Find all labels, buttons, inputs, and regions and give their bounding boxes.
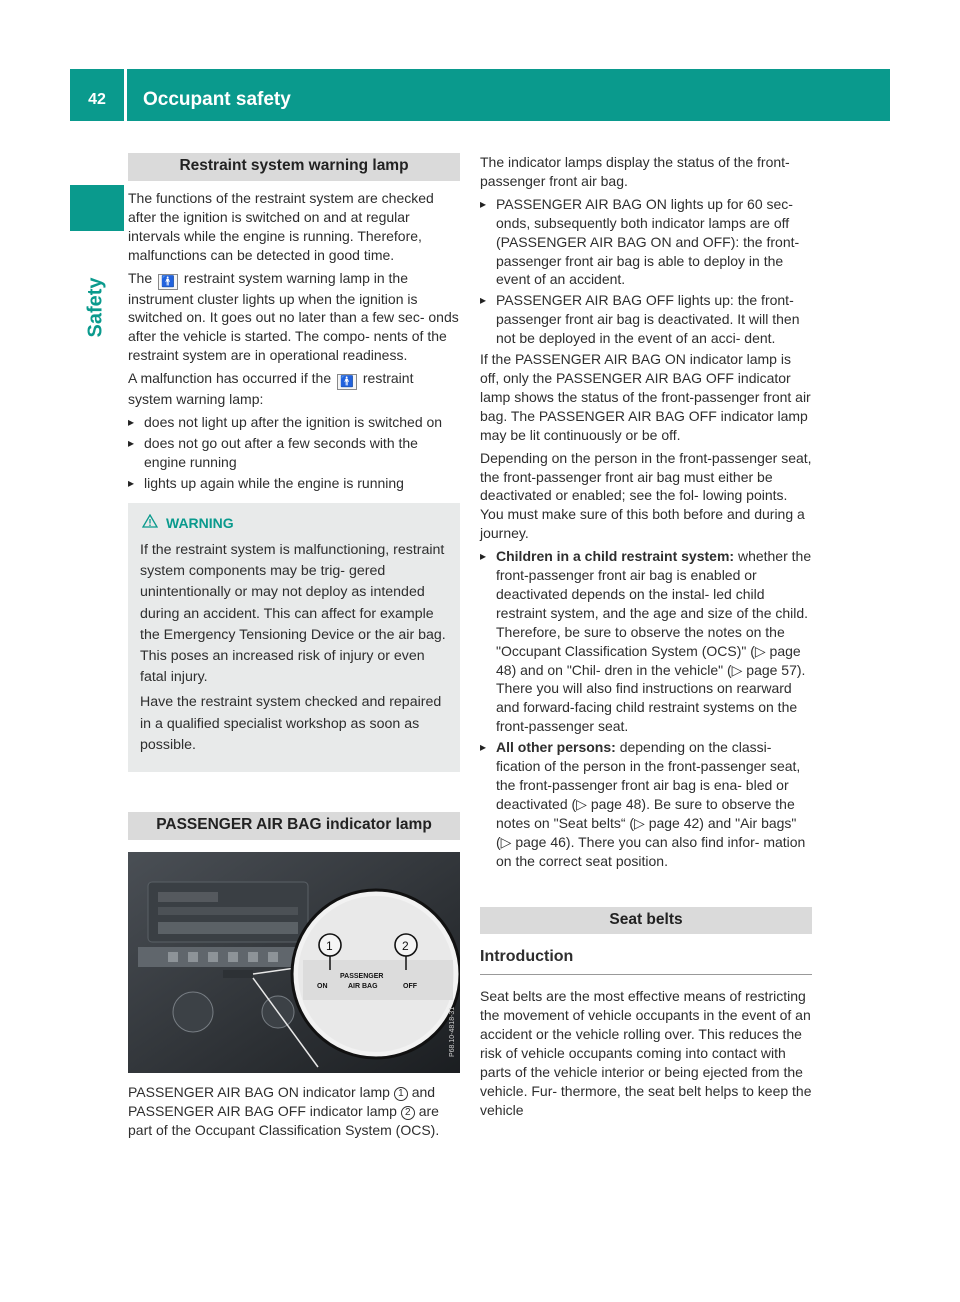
side-tab-block (70, 185, 124, 231)
warning-box (128, 503, 460, 772)
list-item: ▸ PASSENGER AIR BAG ON lights up for 60 sec- onds, subsequently both indicator lamps are off (PASSENGER AIR BAG ON and OFF): the front-passenger front air bag is able to deploy in the event of an accident. (480, 195, 812, 290)
page-title: Occupant safety (143, 89, 291, 110)
paragraph: Depending on the person in the front-passenger seat, the front-passenger front air bag must either be deactivated or enabled; see the fol- lowing points. You must make sure of this both before and during a journey. (480, 449, 812, 542)
list-item-others: ▸ All other persons: depending on the classi- fication of the person in the front-passenger seat, the front-passenger front air bag is ena- bled or deactivated (▷ page 48). Be sure to observe the notes on "Seat belts“ (▷ page 42) and "Air bags" (▷ page 46). There you can also find infor- mation on the correct seat position. (480, 738, 812, 870)
svg-text:OFF: OFF (403, 982, 417, 990)
subheading-introduction: Introduction (480, 948, 812, 975)
list-item-children: ▸ Children in a child restraint system: whether the front-passenger front air bag is enabled or deactivated depends on the instal- led child restraint system, and the age and size of the child. Therefore, be sure to observe the notes on the "Occupant Classification System (OCS)" (▷ page 48) and on "Chil- dren in the vehicle" (▷ page 57). There you will also find instructions on rearward and forward-facing child restraint systems on the front-passenger seat. (480, 547, 812, 736)
page-header (70, 69, 890, 121)
svg-text:ON: ON (317, 982, 328, 990)
paragraph: The functions of the restraint system are checked after the ignition is switched on and at regular intervals while the engine is running. Therefore, malfunctions can be detected in good time. (128, 189, 434, 263)
callout-1: 1 (394, 1087, 408, 1101)
svg-text:P68.10-4818-31: P68.10-4818-31 (449, 1006, 456, 1057)
warning-title: WARNING (140, 513, 450, 534)
section-heading-restraint: Restraint system warning lamp (128, 153, 460, 181)
list-item: ▸ PASSENGER AIR BAG OFF lights up: the front- passenger front air bag is deactivated. It will then not be deployed in the event of an acci- dent. (480, 291, 812, 348)
side-tab-label: Safety (84, 277, 107, 338)
svg-text:1: 1 (326, 938, 333, 953)
restraint-system-warning-icon: 🚹 (337, 374, 357, 390)
callout-2: 2 (401, 1106, 415, 1120)
right-column (480, 153, 812, 1124)
header-divider (124, 69, 127, 121)
svg-text:AIR BAG: AIR BAG (348, 982, 378, 990)
dashboard-illustration (128, 852, 460, 1073)
warning-text: If the restraint system is malfunctioning, restraint system components may be trig- gered unintentionally or may not deploy as intended during an accident. This can affect for example the Emergency Tensioning Device or the air bag. This poses an increased risk of injury or even fatal injury. (140, 541, 446, 686)
warning-triangle-icon (142, 513, 158, 534)
list-item: ▸ does not light up after the ignition is switched on (128, 413, 460, 432)
paragraph: Seat belts are the most effective means of restricting the movement of vehicle occupants in the event of an accident or the vehicle rolling over. This reduces the risk of vehicle occupants coming into contact with parts of the vehicle interior or being ejected from the vehicle. Fur- thermore, the seat belt helps to keep the vehicle (480, 988, 812, 1118)
warning-text: Have the restraint system checked and repaired in a qualified specialist workshop as soon as possible. (140, 694, 442, 753)
photo-caption: PASSENGER AIR BAG ON indicator lamp 1 and PASSENGER AIR BAG OFF indicator lamp 2 are part of the Occupant Classification System (OCS). (128, 1083, 440, 1138)
svg-text:2: 2 (402, 938, 409, 953)
left-column (128, 153, 460, 1144)
list-item: ▸ lights up again while the engine is running (128, 474, 460, 493)
paragraph: A malfunction has occurred if the 🚹 restraint system warning lamp: (128, 370, 414, 408)
restraint-system-warning-icon: 🚹 (158, 274, 178, 290)
paragraph: The indicator lamps display the status of the front-passenger front air bag. (480, 154, 790, 189)
paragraph: The 🚹 restraint system warning lamp in the instrument cluster lights up when the ignition is switched on. It goes out no later than a few sec- onds after the vehicle is started. The compo- nents of the restraint system are in operational readiness. (128, 269, 459, 364)
section-heading-seat-belts: Seat belts (480, 907, 812, 935)
svg-text:PASSENGER: PASSENGER (340, 972, 384, 980)
page-number: 42 (88, 91, 106, 108)
list-item: ▸ does not go out after a few seconds with the engine running (128, 434, 460, 472)
paragraph: If the PASSENGER AIR BAG ON indicator lamp is off, only the PASSENGER AIR BAG OFF indicator lamp shows the status of the front-passenger front air bag. The PASSENGER AIR BAG OFF indicator lamp may be lit continuously or be off. (480, 351, 811, 443)
airbag-indicator-photo (128, 852, 460, 1073)
section-heading-airbag-lamp: PASSENGER AIR BAG indicator lamp (128, 812, 460, 840)
